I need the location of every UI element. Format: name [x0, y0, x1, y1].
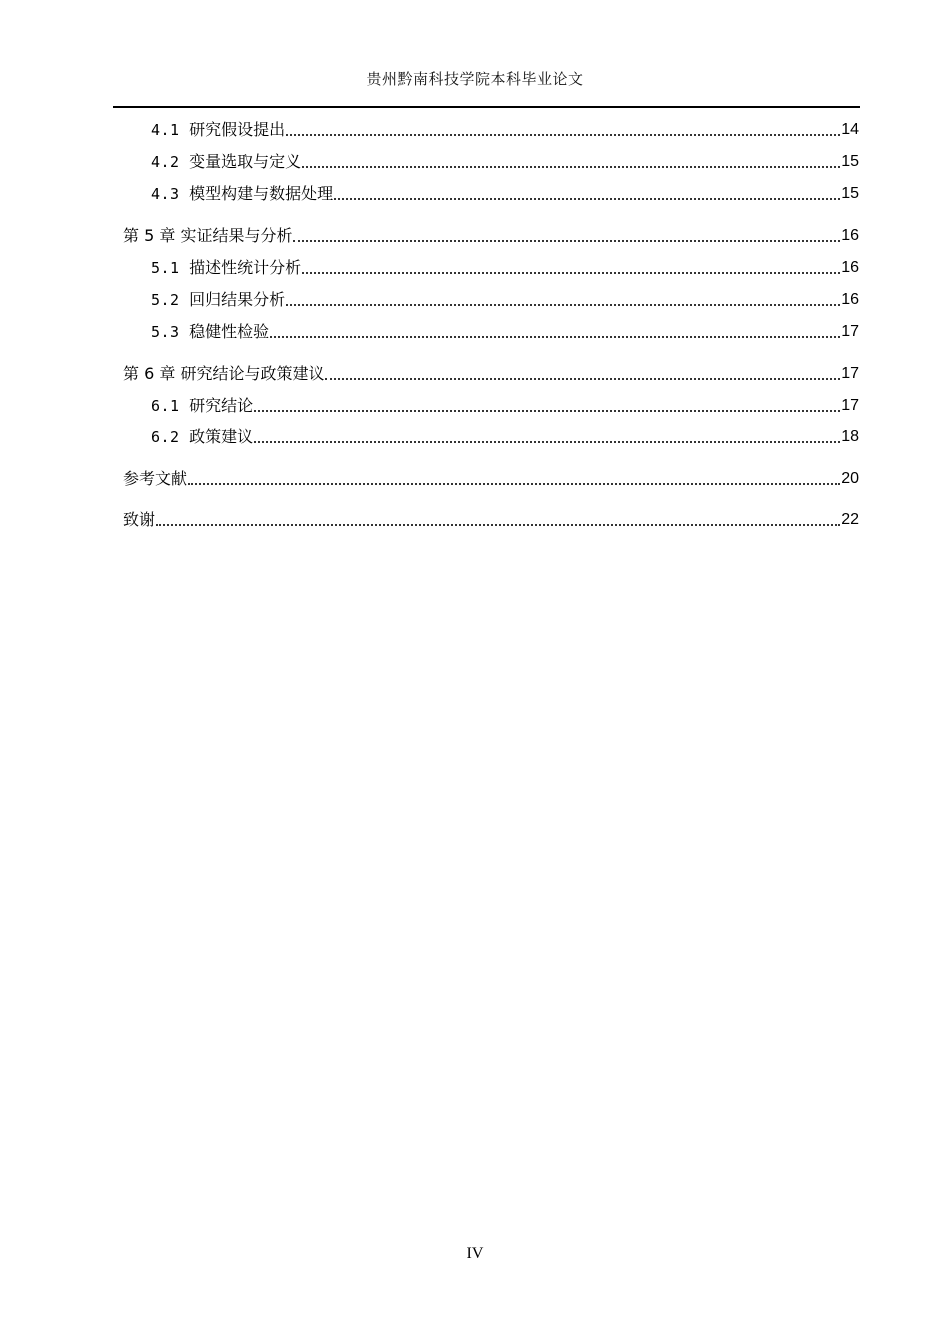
toc-title: 研究假设提出	[189, 120, 286, 139]
toc-dot-leader	[156, 524, 840, 526]
toc-title: 致谢	[123, 510, 156, 529]
toc-entry-5-2[interactable]	[151, 286, 859, 310]
toc-page-number: 17	[841, 397, 859, 414]
toc-number: 6.2	[151, 428, 190, 446]
toc-entry-6-2[interactable]	[151, 423, 859, 447]
toc-page-number: 20	[841, 470, 859, 487]
toc-entry-chapter-5[interactable]	[123, 222, 859, 246]
toc-dot-leader	[302, 166, 840, 168]
toc-entry-4-3[interactable]	[151, 180, 859, 204]
toc-number: 4.1	[151, 121, 190, 139]
toc-number: 5.1	[151, 259, 190, 277]
toc-number: 5.3	[151, 323, 190, 341]
toc-dot-leader	[286, 304, 840, 306]
toc-entry-chapter-6[interactable]	[123, 360, 859, 384]
toc-title: 稳健性检验	[189, 322, 270, 341]
toc-number: 4.2	[151, 153, 190, 171]
toc-title: 政策建议	[189, 427, 254, 446]
toc-entry-4-1[interactable]	[151, 116, 859, 140]
toc-entry-5-3[interactable]	[151, 318, 859, 342]
page-header-title: 贵州黔南科技学院本科毕业论文	[366, 70, 584, 88]
toc-title: 第 5 章 实证结果与分析	[123, 226, 293, 245]
toc-page-number: 22	[841, 511, 859, 528]
toc-page-number: 16	[841, 291, 859, 308]
toc-page-number: 16	[841, 259, 859, 276]
toc-number: 5.2	[151, 291, 190, 309]
toc-dot-leader	[302, 272, 840, 274]
toc-dot-leader	[334, 198, 840, 200]
toc-title: 回归结果分析	[189, 290, 286, 309]
toc-page-number: 18	[841, 428, 859, 445]
page-number-footer: IV	[466, 1245, 484, 1262]
toc-entry-5-1[interactable]	[151, 254, 859, 278]
toc-page-number: 14	[841, 121, 859, 138]
toc-title: 研究结论	[189, 396, 254, 415]
toc-dot-leader	[293, 240, 840, 242]
toc-title: 第 6 章 研究结论与政策建议	[123, 364, 325, 383]
toc-page-number: 17	[841, 323, 859, 340]
toc-dot-leader	[286, 134, 840, 136]
toc-title: 变量选取与定义	[189, 152, 302, 171]
toc-entry-6-1[interactable]	[151, 392, 859, 416]
toc-title: 参考文献	[123, 469, 188, 488]
toc-dot-leader	[188, 483, 840, 485]
toc-dot-leader	[325, 378, 840, 380]
toc-page-number: 16	[841, 227, 859, 244]
toc-dot-leader	[254, 410, 840, 412]
toc-dot-leader	[270, 336, 840, 338]
toc-page-number: 15	[841, 185, 859, 202]
toc-number: 4.3	[151, 185, 190, 203]
toc-entry-references[interactable]	[123, 465, 859, 489]
toc-page-number: 17	[841, 365, 859, 382]
toc-number: 6.1	[151, 397, 190, 415]
toc-entry-acknowledgements[interactable]	[123, 506, 859, 530]
toc-title: 模型构建与数据处理	[189, 184, 334, 203]
toc-dot-leader	[254, 441, 840, 443]
toc-page-number: 15	[841, 153, 859, 170]
toc-entry-4-2[interactable]	[151, 148, 859, 172]
toc-title: 描述性统计分析	[189, 258, 302, 277]
